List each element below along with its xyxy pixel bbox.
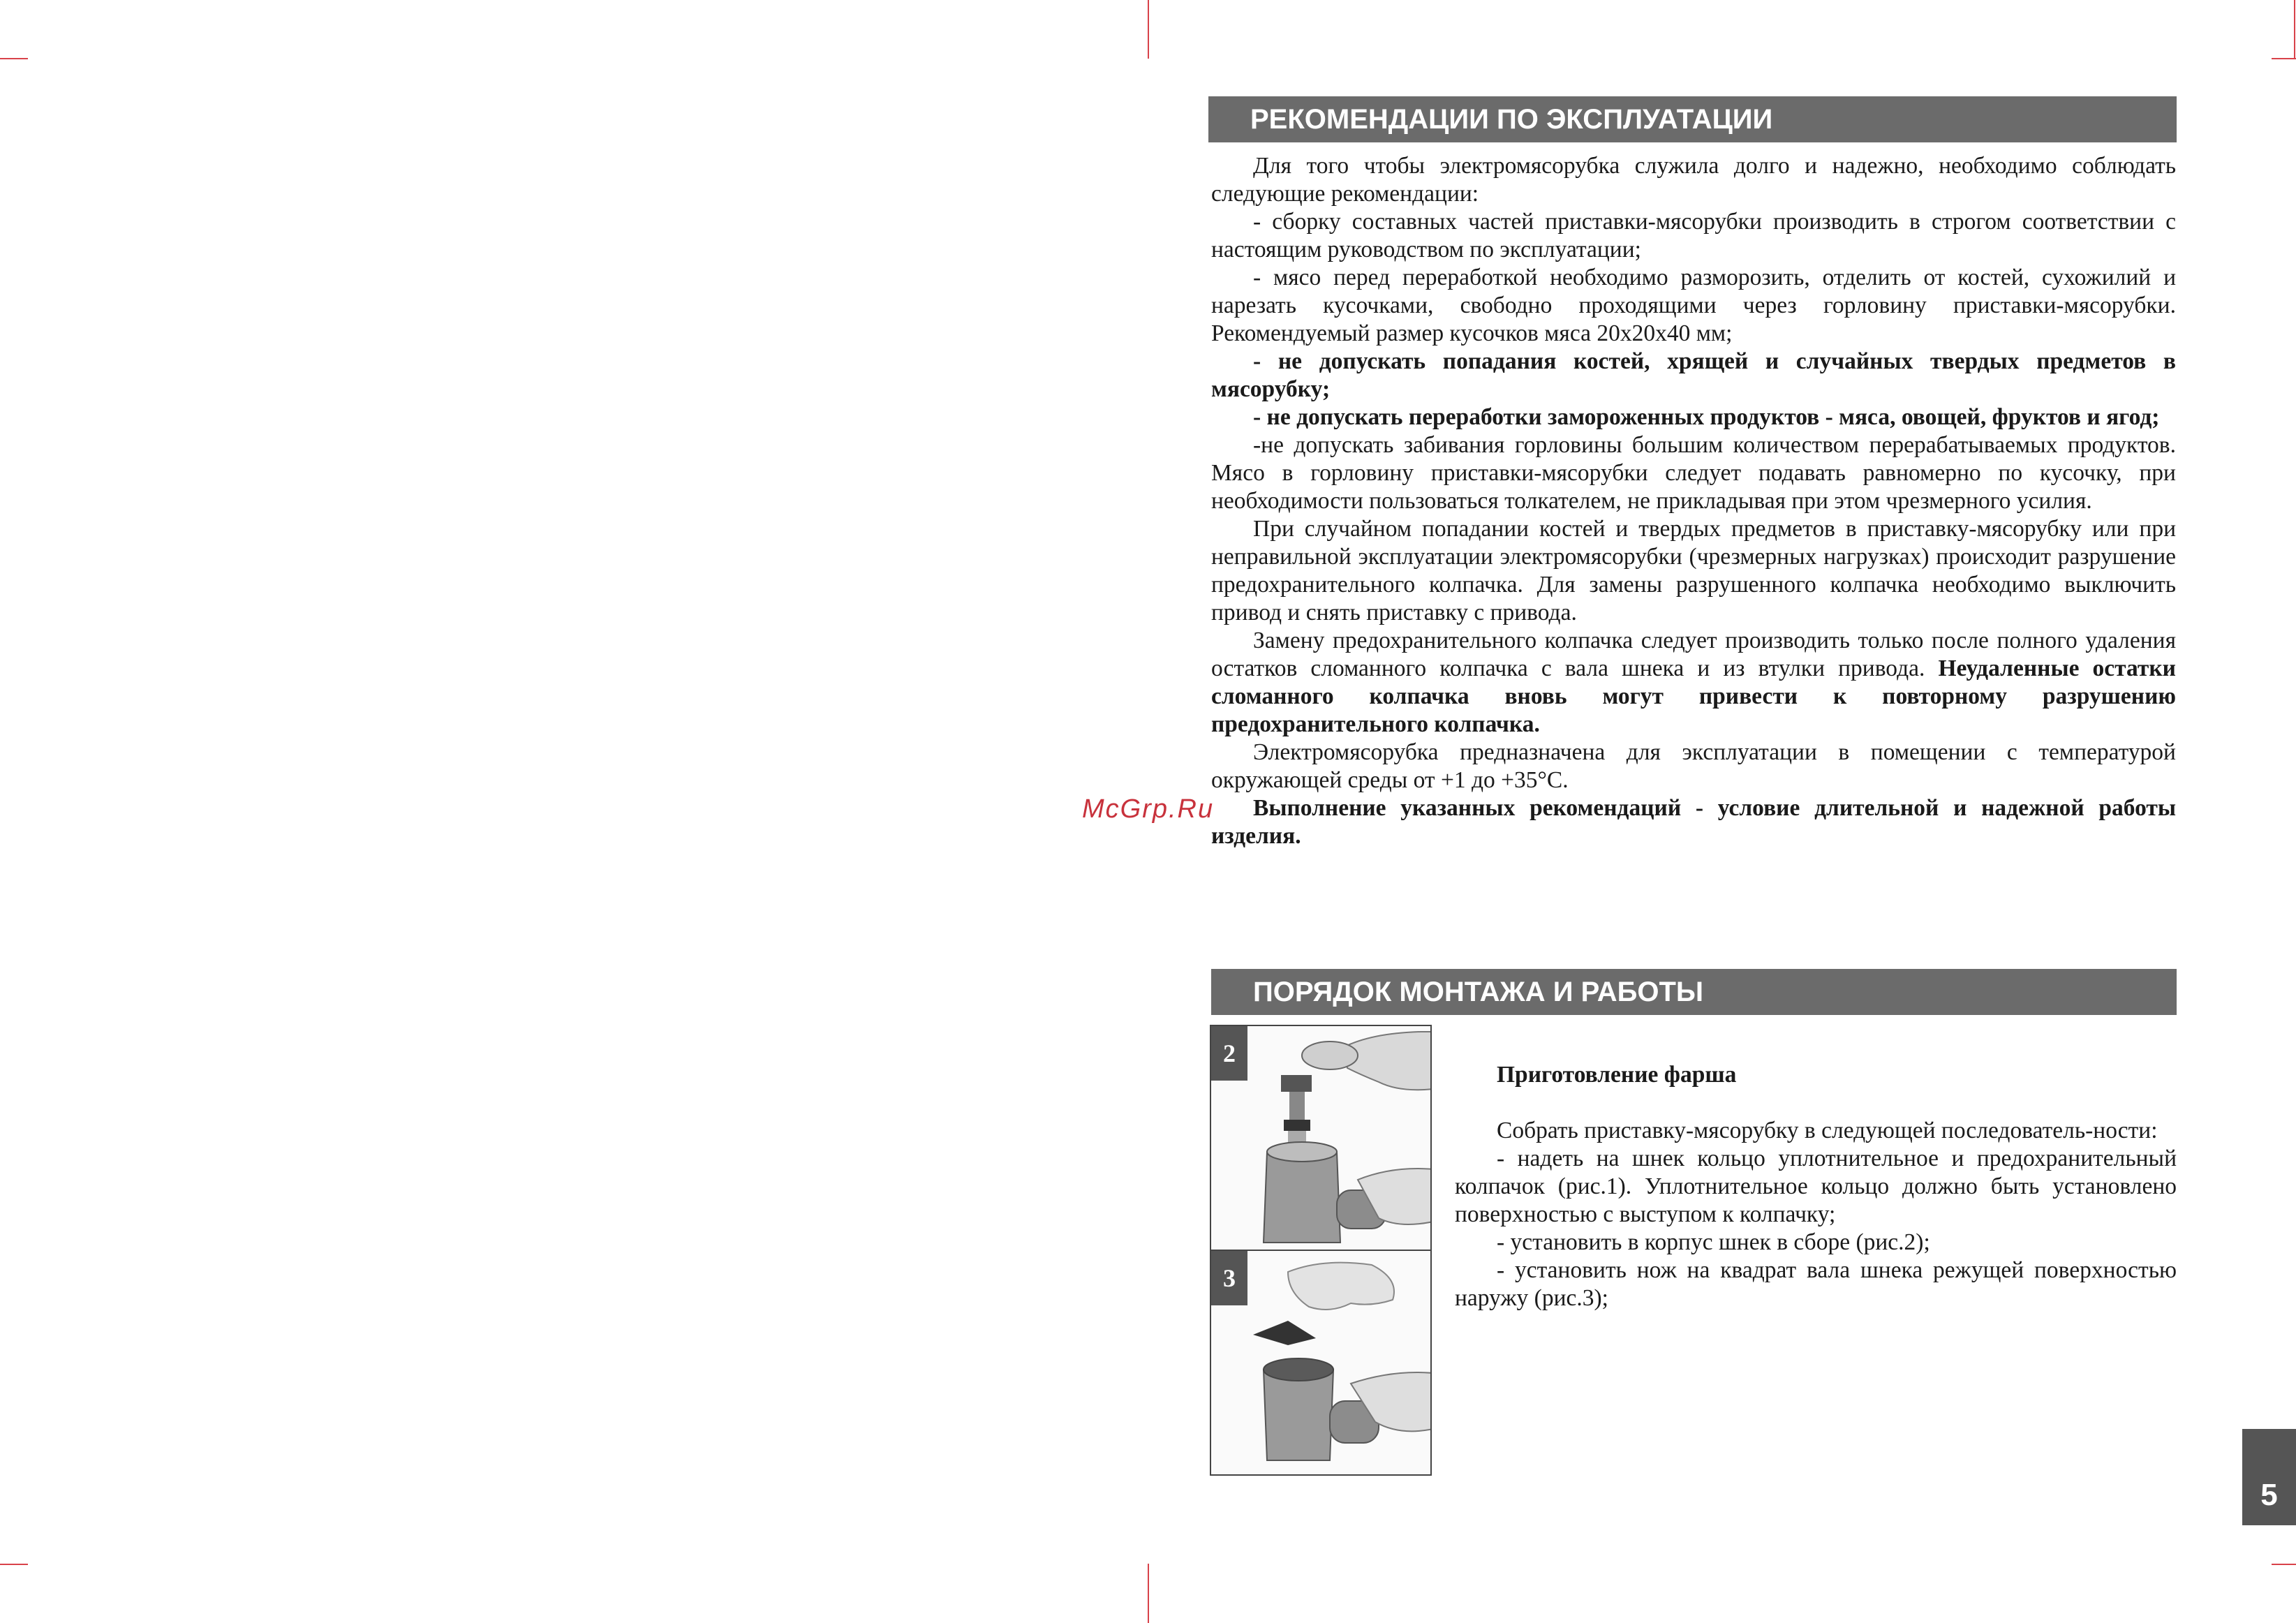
paragraph: - установить нож на квадрат вала шнека режущей поверхностью наружу (рис.3); xyxy=(1455,1257,2177,1311)
paragraph-bold xyxy=(1211,794,2176,850)
paragraph: - сборку составных частей приставки-мясорубки производить в строгом соответствии с настоящим руководством по эксплуатации; xyxy=(1211,209,2176,262)
paragraph: - мясо перед переработкой необходимо разморозить, отделить от костей, сухожилий и нарезать кусочками, свободно проходящими через горловину приставки-мясорубки. Рекомендуемый размер кусочков мяса 20х20х40 мм; xyxy=(1211,265,2176,346)
recommendations-text xyxy=(1211,152,2176,850)
crop-mark xyxy=(2294,0,2295,59)
paragraph: - установить в корпус шнек в сборе (рис.2); xyxy=(1497,1229,1930,1255)
figure-label: 2 xyxy=(1211,1026,1247,1081)
crop-mark xyxy=(0,1564,28,1565)
crop-mark xyxy=(1148,0,1149,59)
bold-text: Неудаленные остатки сломанного колпачка вновь могут привести к повторному разрушению предохранительного колпачка. xyxy=(1211,655,2176,737)
figure-3 xyxy=(1210,1250,1432,1476)
paragraph: - надеть на шнек кольцо уплотнительное и предохранительный колпачок (рис.1). Уплотнительное кольцо должно быть установлено поверхностью с выступом к колпачку; xyxy=(1455,1146,2177,1227)
crop-mark xyxy=(0,58,28,59)
bold-text: Приготовление фарша xyxy=(1497,1062,1737,1088)
bold-text: - не допускать переработки замороженных продуктов - мяса, овощей, фруктов и ягод; xyxy=(1253,404,2160,430)
subtitle xyxy=(1455,1061,2177,1089)
paragraph-bold xyxy=(1211,348,2176,403)
section-title-assembly: ПОРЯДОК МОНТАЖА И РАБОТЫ xyxy=(1211,969,2177,1015)
section-title-recommendations: РЕКОМЕНДАЦИИ ПО ЭКСПЛУАТАЦИИ xyxy=(1208,96,2177,142)
bold-text: - не допускать попадания костей, хрящей и случайных твердых предметов в мясорубку; xyxy=(1211,348,2176,402)
crop-mark xyxy=(1148,1564,1149,1623)
crop-mark xyxy=(2272,58,2296,59)
text: Замену предохранительного колпачка следует производить только после полного удаления остатков сломанного колпачка с вала шнека и из втулки привода. xyxy=(1211,628,2176,681)
page-number: 5 xyxy=(2242,1429,2296,1525)
crop-mark xyxy=(2272,1564,2296,1565)
paragraph-bold xyxy=(1211,403,2176,431)
paragraph: При случайном попадании костей и твердых предметов в приставку-мясорубку или при неправильной эксплуатации электромясорубки (чрезмерных нагрузках) происходит разрушение предохранительного колпачка. Для замены разрушенного колпачка необходимо выключить привод и снять приставку с привода. xyxy=(1211,516,2176,625)
paragraph: Электромясорубка предназначена для эксплуатации в помещении с температурой окружающей среды от +1 до +35°С. xyxy=(1211,739,2176,793)
paragraph: -не допускать забивания горловины большим количеством перерабатываемых продуктов. Мясо в горловину приставки-мясорубки следует подавать равномерно по кусочку, при необходимости пользоваться толкателем, не прикладывая при этом чрезмерного усилия. xyxy=(1211,432,2176,514)
figure-label: 3 xyxy=(1211,1251,1247,1305)
paragraph: Для того чтобы электромясорубка служила долго и надежно, необходимо соблюдать следующие рекомендации: xyxy=(1211,153,2176,207)
bold-text: Выполнение указанных рекомендаций - условие длительной и надежной работы изделия. xyxy=(1211,795,2176,849)
watermark: McGrp.Ru xyxy=(1082,794,1215,824)
paragraph: Собрать приставку-мясорубку в следующей последователь-ности: xyxy=(1497,1118,2158,1143)
assembly-text xyxy=(1455,1061,2177,1312)
figure-2 xyxy=(1210,1025,1432,1251)
paragraph xyxy=(1211,627,2176,739)
